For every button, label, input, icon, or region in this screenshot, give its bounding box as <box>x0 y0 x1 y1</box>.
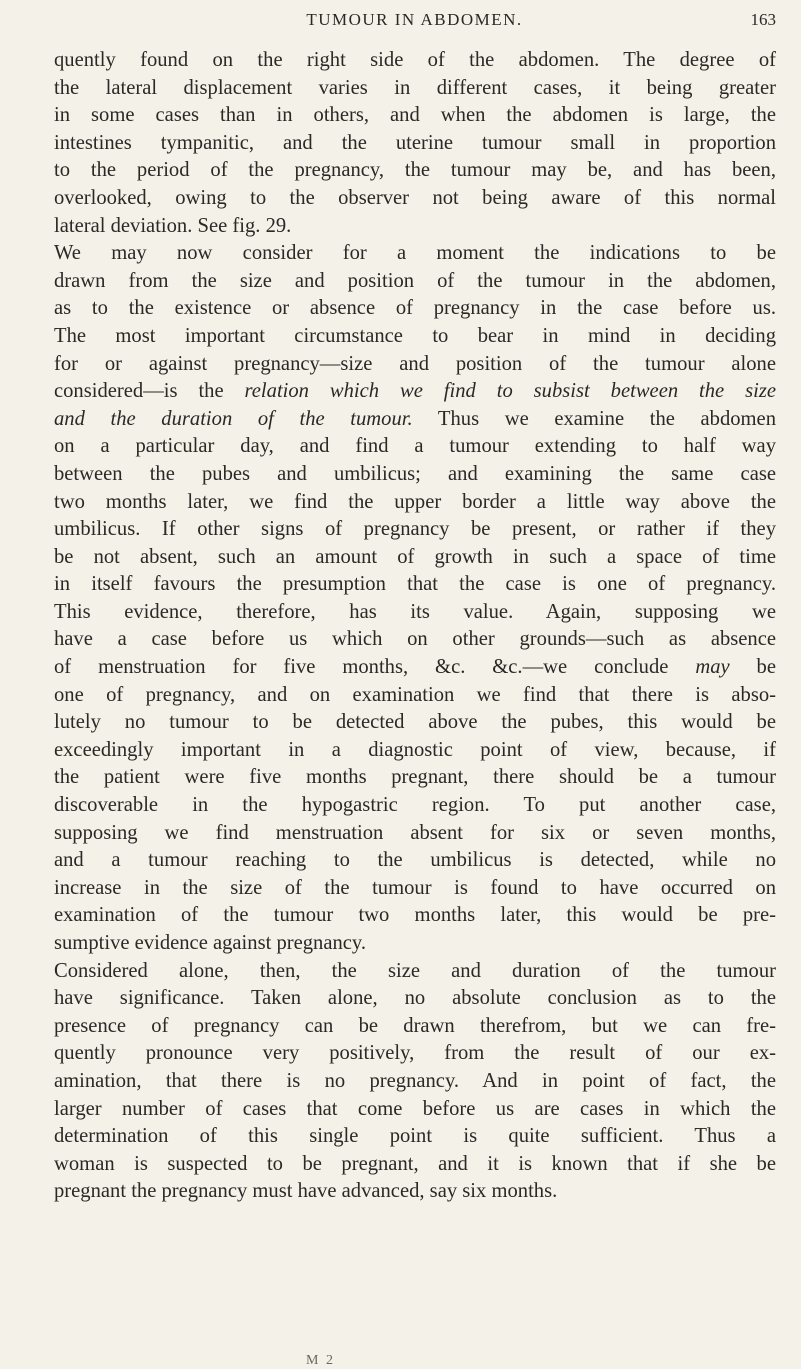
text-line: as to the existence or absence of pregnancy in the case before us. <box>54 297 776 320</box>
text-line: examination of the tumour two months later, this would be pre- <box>54 904 776 927</box>
text-line: increase in the size of the tumour is found to have occurred on <box>54 876 776 899</box>
body-text <box>54 47 776 1206</box>
text-line: on a particular day, and find a tumour extending to half way <box>54 435 776 458</box>
text-line: larger number of cases that come before us are cases in which the <box>54 1097 776 1120</box>
text-line: pregnant the pregnancy must have advanced, say six months. <box>54 1180 558 1203</box>
text-line: considered—is the relation which we find to subsist between the size <box>54 380 777 403</box>
text-line: drawn from the size and position of the tumour in the abdomen, <box>54 269 776 292</box>
text-line: intestines tympanitic, and the uterine tumour small in proportion <box>54 131 776 154</box>
signature-mark: M 2 <box>306 1353 335 1368</box>
text-line: two months later, we find the upper border a little way above the <box>54 490 776 513</box>
text-line: lutely no tumour to be detected above the pubes, this would be <box>54 711 776 734</box>
text-line: umbilicus. If other signs of pregnancy be present, or rather if they <box>54 518 776 541</box>
text-line: and a tumour reaching to the umbilicus is detected, while no <box>54 849 776 872</box>
text-line: for or against pregnancy—size and position of the tumour alone <box>54 352 776 375</box>
text-line: in some cases than in others, and when the abdomen is large, the <box>54 104 776 127</box>
text-line: be not absent, such an amount of growth in such a space of time <box>54 545 776 568</box>
text-line: supposing we find menstruation absent for six or seven months, <box>54 821 776 844</box>
text-line: discoverable in the hypogastric region. To put another case, <box>54 794 776 817</box>
text-line: We may now consider for a moment the indications to be <box>54 242 776 265</box>
text-line: in itself favours the presumption that the case is one of pregnancy. <box>54 573 776 596</box>
text-line: the patient were five months pregnant, there should be a tumour <box>54 766 776 789</box>
text-line: of menstruation for five months, &c. &c.—we conclude may be <box>54 656 776 679</box>
text-line: Considered alone, then, the size and duration of the tumour <box>54 959 776 982</box>
text-line: have significance. Taken alone, no absolute conclusion as to the <box>54 987 776 1010</box>
text-line: This evidence, therefore, has its value. Again, supposing we <box>54 600 776 623</box>
text-line: The most important circumstance to bear in mind in deciding <box>54 324 776 347</box>
text-line: amination, that there is no pregnancy. And in point of fact, the <box>54 1069 776 1092</box>
running-title: TUMOUR IN ABDOMEN. <box>306 10 523 29</box>
text-line: quently found on the right side of the abdomen. The degree of <box>54 49 776 71</box>
page-number: 163 <box>750 10 776 29</box>
text-line: quently pronounce very positively, from the result of our ex- <box>54 1042 776 1065</box>
text-line: woman is suspected to be pregnant, and it is known that if she be <box>54 1152 776 1175</box>
text-line: overlooked, owing to the observer not being aware of this normal <box>54 186 776 209</box>
text-line: lateral deviation. See fig. 29. <box>54 214 292 237</box>
text-line: one of pregnancy, and on examination we find that there is abso- <box>54 683 776 706</box>
text-line: sumptive evidence against pregnancy. <box>54 932 367 954</box>
text-line: to the period of the pregnancy, the tumour may be, and has been, <box>54 159 776 182</box>
text-line: between the pubes and umbilicus; and examining the same case <box>54 462 776 485</box>
text-line: determination of this single point is quite sufficient. Thus a <box>54 1125 776 1148</box>
text-line: have a case before us which on other grounds—such as absence <box>54 628 776 651</box>
text-line: and the duration of the tumour. Thus we examine the abdomen <box>54 407 776 430</box>
text-line: presence of pregnancy can be drawn therefrom, but we can fre- <box>54 1014 776 1037</box>
text-line: exceedingly important in a diagnostic point of view, because, if <box>54 738 776 761</box>
running-head <box>53 10 776 36</box>
text-line: the lateral displacement varies in different cases, it being greater <box>54 76 776 99</box>
